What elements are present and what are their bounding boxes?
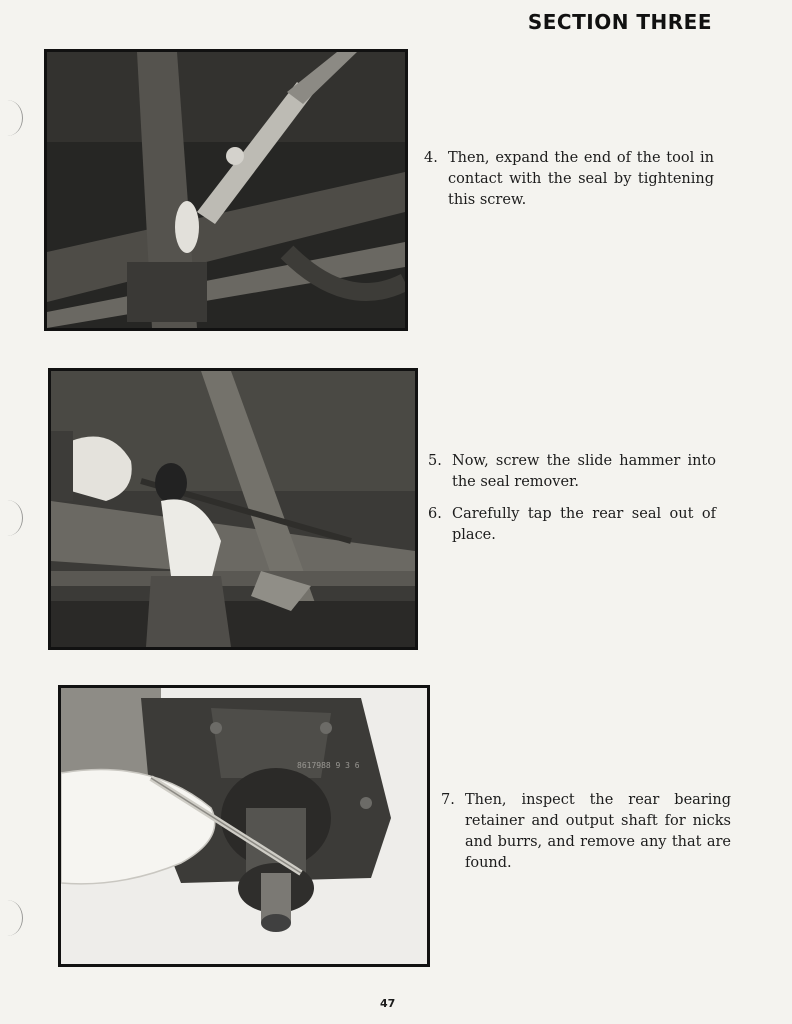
binder-hole	[0, 100, 23, 136]
section-title: SECTION THREE	[527, 10, 712, 34]
instruction-step-5	[428, 451, 716, 493]
step-text: Then, inspect the rear bearing retainer and output shaft for nicks and burrs, and remove any that are found.	[465, 792, 731, 871]
step-number: 6.	[428, 506, 442, 522]
instruction-step-7	[441, 790, 731, 874]
binder-hole	[0, 500, 23, 536]
step-number: 5.	[428, 453, 442, 469]
step-text: Carefully tap the rear seal out of place.	[452, 506, 716, 543]
casting-number: 8617988 9 3 6	[297, 761, 360, 770]
photo-bearing-retainer	[58, 685, 430, 967]
step-number: 7.	[441, 792, 455, 808]
instruction-step-6	[428, 504, 716, 546]
binder-hole	[0, 900, 23, 936]
page-number: 47	[380, 997, 396, 1010]
step-text: Then, expand the end of the tool in contact with the seal by tightening this screw.	[448, 150, 714, 208]
instruction-step-4	[424, 148, 714, 211]
step-text: Now, screw the slide hammer into the seal remover.	[452, 453, 716, 490]
photo-slide-hammer	[48, 368, 418, 650]
step-number: 4.	[424, 150, 438, 166]
photo-seal-tool-screw	[44, 49, 408, 331]
